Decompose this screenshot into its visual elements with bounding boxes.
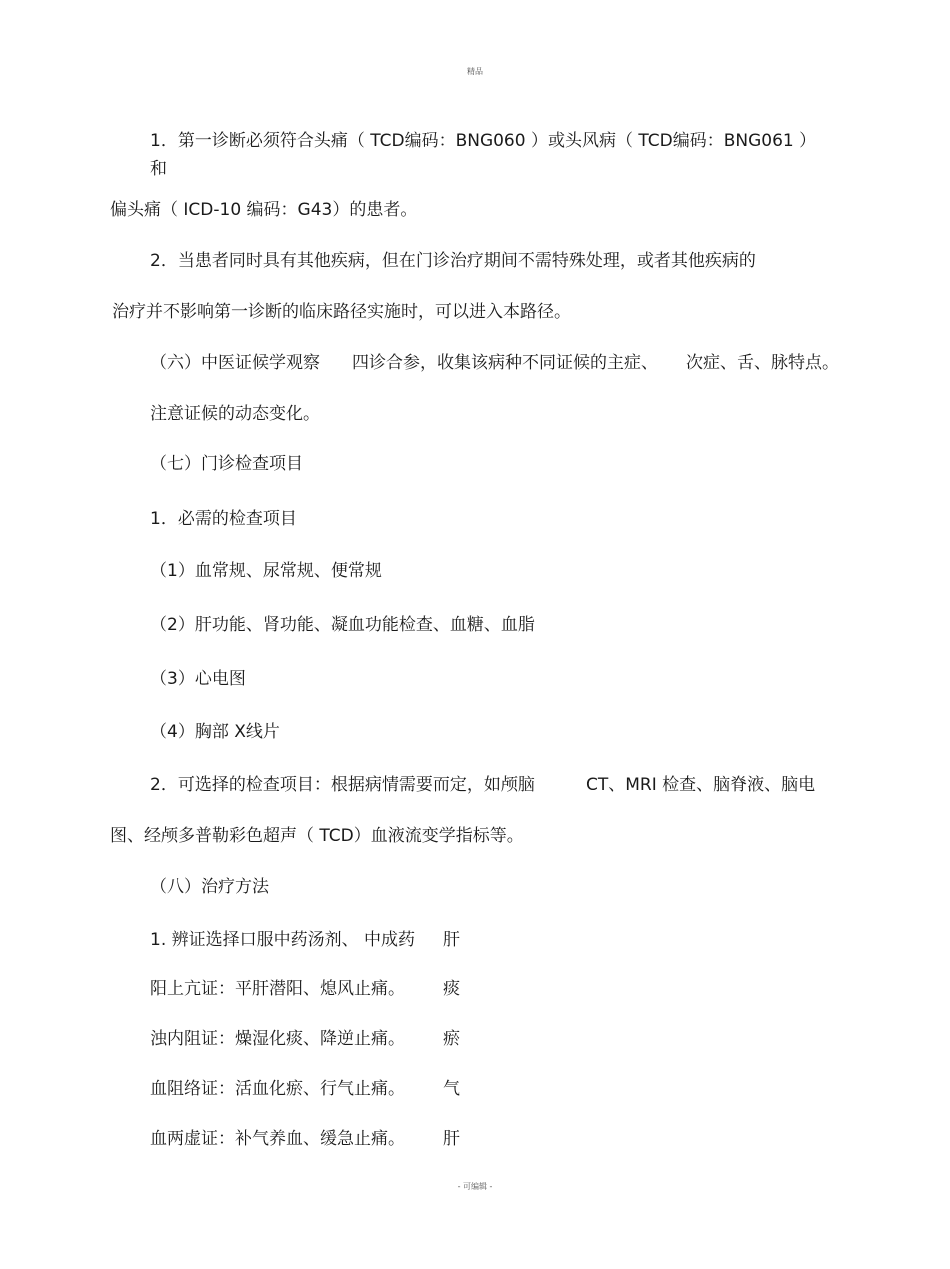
list-item: （3）心电图 — [150, 669, 246, 689]
text-line: 肝 — [443, 930, 460, 950]
text-line: 血阻络证：活血化瘀、行气止痛。 — [150, 1079, 405, 1099]
list-item: （1）血常规、尿常规、便常规 — [150, 561, 382, 581]
section-heading: （八）治疗方法 — [150, 877, 269, 897]
list-item: （2）肝功能、肾功能、凝血功能检查、血糖、血脂 — [150, 615, 535, 635]
text-line: CT、MRI 检查、脑脊液、脑电 — [586, 775, 816, 795]
text-line: 治疗并不影响第一诊断的临床路径实施时，可以进入本路径。 — [112, 302, 571, 322]
text-line: 1．必需的检查项目 — [150, 509, 297, 529]
section-heading: （六）中医证候学观察 — [150, 353, 320, 373]
list-item: （4）胸部 X线片 — [150, 722, 280, 742]
text-line: 图、经颅多普勒彩色超声（ TCD）血液流变学指标等。 — [110, 826, 524, 846]
text-line: 气 — [443, 1079, 460, 1099]
page-header: 精品 — [467, 67, 483, 76]
text-line: 痰 — [443, 979, 460, 999]
text-line: 瘀 — [443, 1029, 460, 1049]
text-line: 1．第一诊断必须符合头痛（ TCD编码：BNG060 ）或头风病（ TCD编码：BNG061 ） — [150, 131, 817, 151]
page-footer: - 可编辑 - — [457, 1182, 493, 1191]
text-line: 浊内阻证：燥湿化痰、降逆止痛。 — [150, 1029, 405, 1049]
text-line: 肝 — [443, 1129, 460, 1149]
text-line: 血两虚证：补气养血、缓急止痛。 — [150, 1129, 405, 1149]
text-line: 次症、舌、脉特点。 — [686, 353, 839, 373]
text-line: 阳上亢证：平肝潜阳、熄风止痛。 — [150, 979, 405, 999]
text-line: 偏头痛（ ICD-10 编码：G43）的患者。 — [110, 200, 418, 220]
text-line: 四诊合参，收集该病种不同证候的主症、 — [352, 353, 658, 373]
text-line: 2．可选择的检查项目：根据病情需要而定，如颅脑 — [150, 775, 535, 795]
text-line: 和 — [150, 159, 167, 179]
text-line: 1. 辨证选择口服中药汤剂、 中成药 — [150, 930, 416, 950]
text-line: 2．当患者同时具有其他疾病，但在门诊治疗期间不需特殊处理，或者其他疾病的 — [150, 251, 756, 271]
text-line: 注意证候的动态变化。 — [150, 404, 320, 424]
section-heading: （七）门诊检查项目 — [150, 454, 303, 474]
